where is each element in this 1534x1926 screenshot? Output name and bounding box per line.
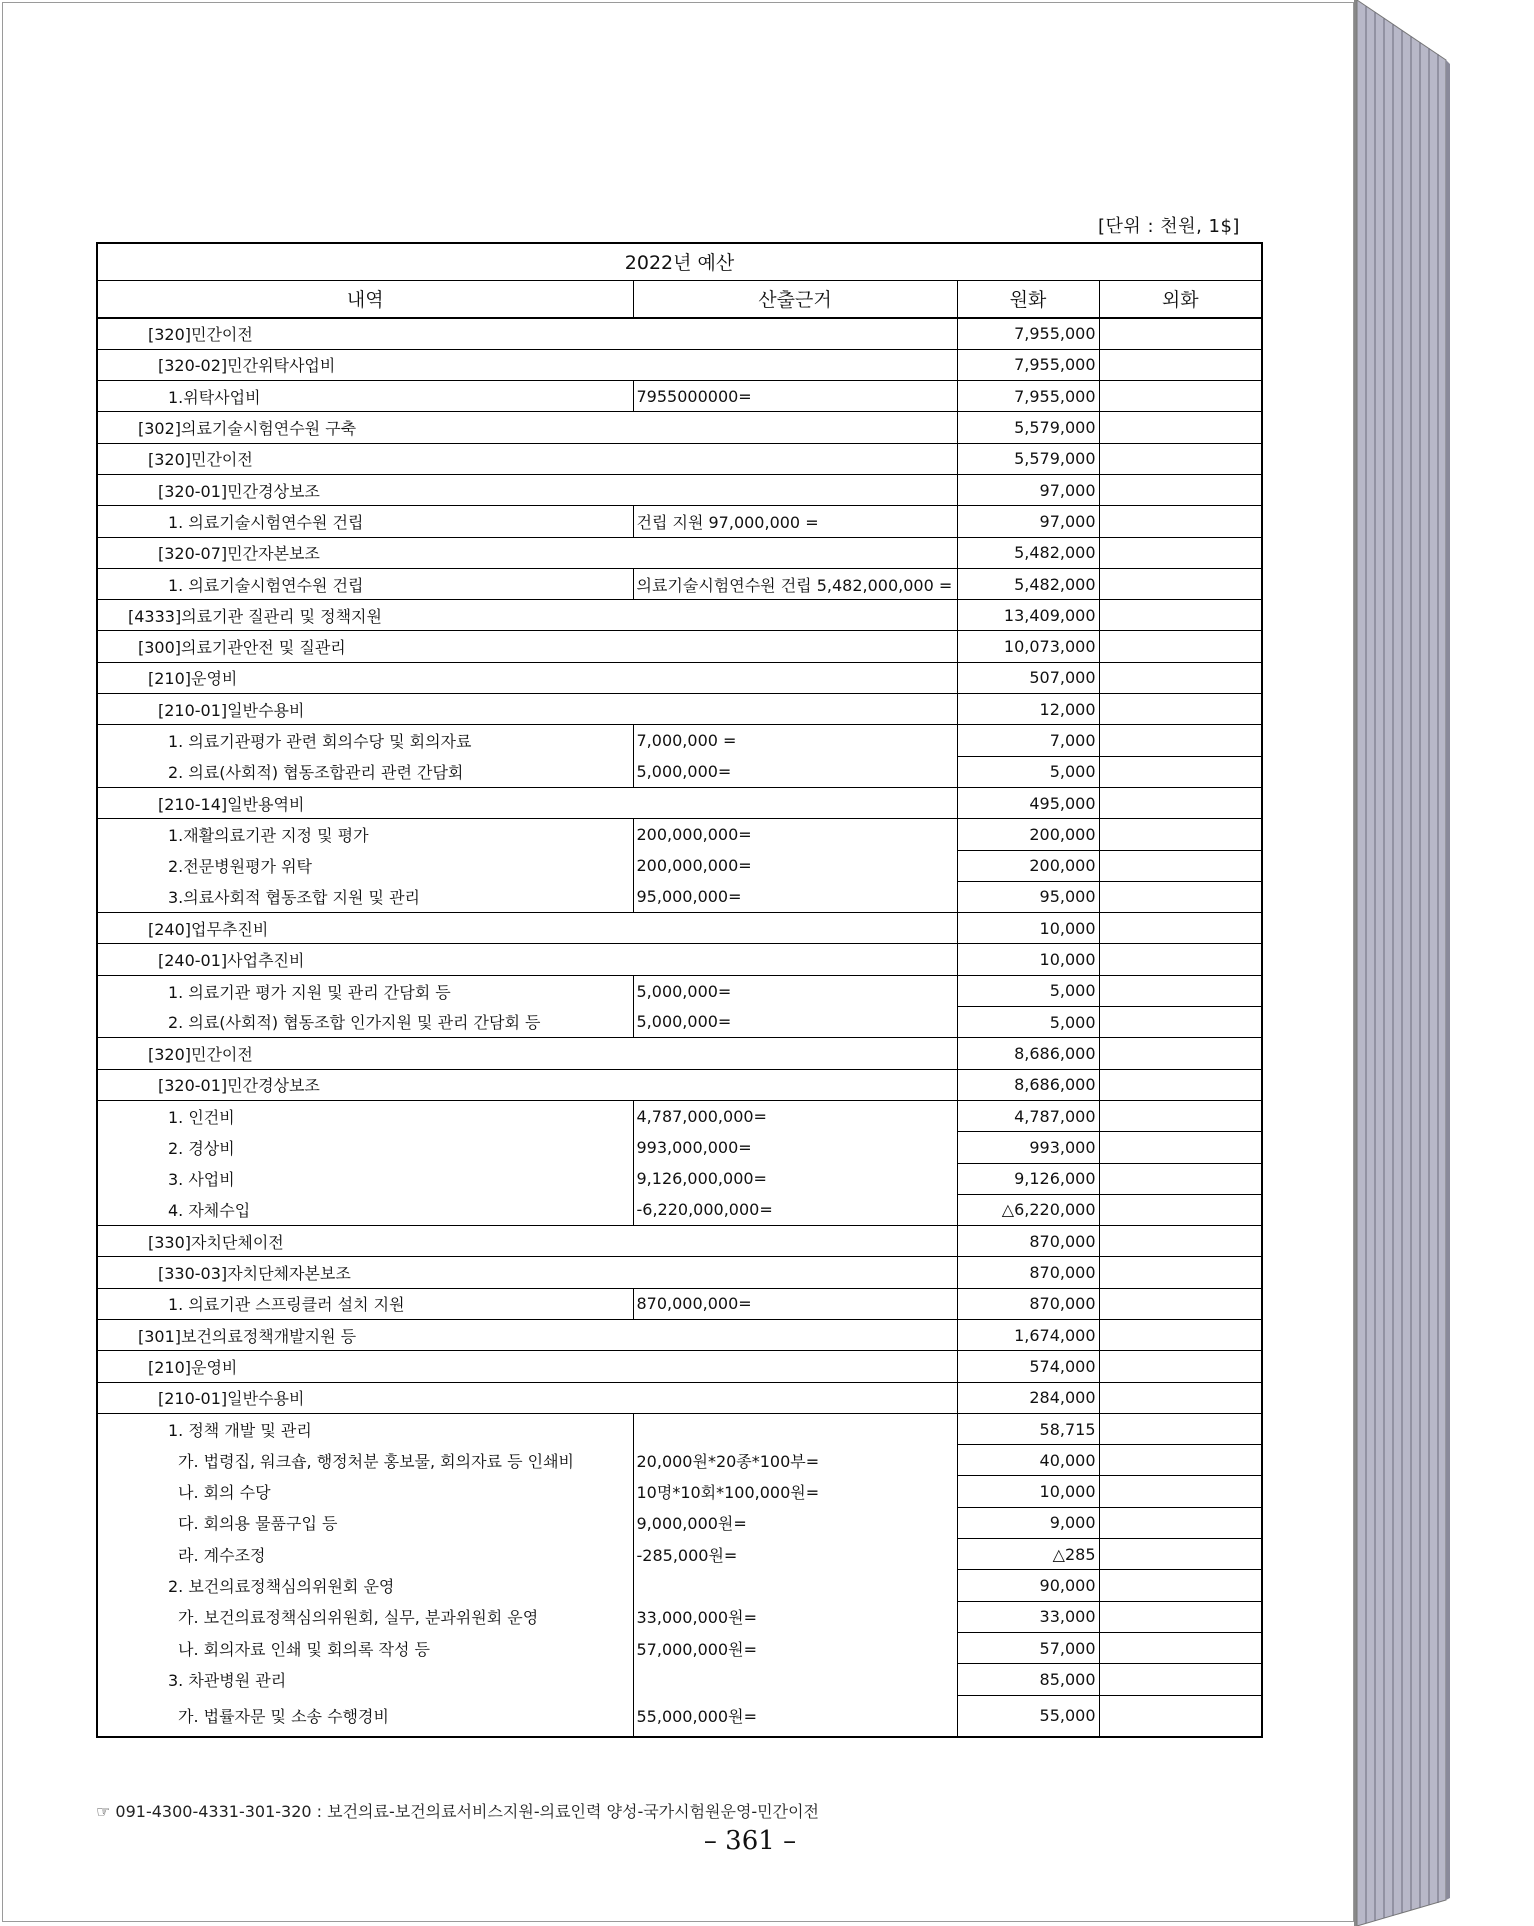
amount-cell: 5,000 xyxy=(957,975,1099,1006)
table-row xyxy=(97,881,1262,912)
amount-cell: 8,686,000 xyxy=(957,1038,1099,1069)
table-row xyxy=(97,1226,1262,1257)
item-cell: 1. 의료기술시험연수원 건립 xyxy=(97,568,633,599)
amount-cell: 57,000 xyxy=(957,1632,1099,1663)
table-row xyxy=(97,1132,1262,1163)
amount-cell: 284,000 xyxy=(957,1382,1099,1413)
header-basis: 산출근거 xyxy=(633,280,957,318)
foreign-cell xyxy=(1099,1413,1262,1444)
table-row xyxy=(97,1632,1262,1663)
foreign-cell xyxy=(1099,1695,1262,1737)
basis-cell: 993,000,000= xyxy=(633,1132,957,1163)
amount-cell: 5,000 xyxy=(957,756,1099,787)
amount-cell: 7,955,000 xyxy=(957,318,1099,349)
foreign-cell xyxy=(1099,913,1262,944)
header-foreign: 외화 xyxy=(1099,280,1262,318)
item-cell: 가. 보건의료정책심의위원회, 실무, 분과위원회 운영 xyxy=(97,1601,633,1632)
amount-cell: 97,000 xyxy=(957,506,1099,537)
table-row xyxy=(97,787,1262,818)
foreign-cell xyxy=(1099,443,1262,474)
amount-cell: 33,000 xyxy=(957,1601,1099,1632)
table-row xyxy=(97,1069,1262,1100)
table-row xyxy=(97,1038,1262,1069)
table-row xyxy=(97,1539,1262,1570)
foreign-cell xyxy=(1099,756,1262,787)
basis-cell: 57,000,000원= xyxy=(633,1632,957,1663)
item-cell: 나. 회의 수당 xyxy=(97,1476,633,1507)
amount-cell: 5,579,000 xyxy=(957,443,1099,474)
amount-cell: 5,000 xyxy=(957,1007,1099,1038)
table-row xyxy=(97,1351,1262,1382)
foreign-cell xyxy=(1099,850,1262,881)
amount-cell: 4,787,000 xyxy=(957,1100,1099,1131)
item-cell: [320-02]민간위탁사업비 xyxy=(97,349,957,380)
item-cell: 가. 법령집, 워크숍, 행정처분 홍보물, 회의자료 등 인쇄비 xyxy=(97,1445,633,1476)
unit-label: [단위 : 천원, 1$] xyxy=(1098,216,1240,237)
foreign-cell xyxy=(1099,1257,1262,1288)
amount-cell: 13,409,000 xyxy=(957,600,1099,631)
table-row xyxy=(97,1476,1262,1507)
foreign-cell xyxy=(1099,1320,1262,1351)
table-row xyxy=(97,1320,1262,1351)
foreign-cell xyxy=(1099,631,1262,662)
amount-cell: 12,000 xyxy=(957,694,1099,725)
table-row xyxy=(97,1664,1262,1695)
basis-cell: 5,000,000= xyxy=(633,756,957,787)
table-row xyxy=(97,537,1262,568)
table-row xyxy=(97,1445,1262,1476)
foreign-cell xyxy=(1099,944,1262,975)
amount-cell: 200,000 xyxy=(957,819,1099,850)
table-row xyxy=(97,631,1262,662)
basis-cell: 95,000,000= xyxy=(633,881,957,912)
foreign-cell xyxy=(1099,568,1262,599)
amount-cell: 10,000 xyxy=(957,913,1099,944)
item-cell: [320-01]민간경상보조 xyxy=(97,474,957,505)
item-cell: [210-01]일반수용비 xyxy=(97,1382,957,1413)
basis-cell: 7,000,000 = xyxy=(633,725,957,756)
amount-cell: 5,579,000 xyxy=(957,412,1099,443)
item-cell: [330]자치단체이전 xyxy=(97,1226,957,1257)
foreign-cell xyxy=(1099,1194,1262,1225)
foreign-cell xyxy=(1099,1476,1262,1507)
foreign-cell xyxy=(1099,381,1262,412)
item-cell: [210-01]일반수용비 xyxy=(97,694,957,725)
foreign-cell xyxy=(1099,694,1262,725)
amount-cell: 5,482,000 xyxy=(957,568,1099,599)
foreign-cell xyxy=(1099,819,1262,850)
table-row xyxy=(97,1695,1262,1737)
foreign-cell xyxy=(1099,474,1262,505)
table-row xyxy=(97,1382,1262,1413)
foreign-cell xyxy=(1099,1351,1262,1382)
amount-cell: 870,000 xyxy=(957,1226,1099,1257)
amount-cell: 58,715 xyxy=(957,1413,1099,1444)
table-row xyxy=(97,756,1262,787)
amount-cell: 9,126,000 xyxy=(957,1163,1099,1194)
table-row xyxy=(97,725,1262,756)
basis-cell: 9,000,000원= xyxy=(633,1507,957,1538)
item-cell: 나. 회의자료 인쇄 및 회의록 작성 등 xyxy=(97,1632,633,1663)
foreign-cell xyxy=(1099,1601,1262,1632)
item-cell: 2.전문병원평가 위탁 xyxy=(97,850,633,881)
table-row xyxy=(97,318,1262,349)
item-cell: 1. 의료기술시험연수원 건립 xyxy=(97,506,633,537)
table-row xyxy=(97,1601,1262,1632)
amount-cell: 200,000 xyxy=(957,850,1099,881)
item-cell: 1.재활의료기관 지정 및 평가 xyxy=(97,819,633,850)
table-header-row xyxy=(97,280,1262,318)
basis-cell: 200,000,000= xyxy=(633,819,957,850)
amount-cell: 993,000 xyxy=(957,1132,1099,1163)
foreign-cell xyxy=(1099,1664,1262,1695)
table-row xyxy=(97,1194,1262,1225)
table-row xyxy=(97,913,1262,944)
amount-cell: 495,000 xyxy=(957,787,1099,818)
basis-cell: 200,000,000= xyxy=(633,850,957,881)
item-cell: 1. 인건비 xyxy=(97,1100,633,1131)
basis-cell: 5,000,000= xyxy=(633,1007,957,1038)
item-cell: [240]업무추진비 xyxy=(97,913,957,944)
amount-cell: 10,000 xyxy=(957,944,1099,975)
item-cell: [210-14]일반용역비 xyxy=(97,787,957,818)
item-cell: 1.위탁사업비 xyxy=(97,381,633,412)
item-cell: [300]의료기관안전 및 질관리 xyxy=(97,631,957,662)
amount-cell: 8,686,000 xyxy=(957,1069,1099,1100)
item-cell: 2. 의료(사회적) 협동조합 인가지원 및 관리 간담회 등 xyxy=(97,1007,633,1038)
basis-cell: -285,000원= xyxy=(633,1539,957,1570)
foreign-cell xyxy=(1099,1038,1262,1069)
amount-cell: 97,000 xyxy=(957,474,1099,505)
foreign-cell xyxy=(1099,1507,1262,1538)
amount-cell: 7,955,000 xyxy=(957,349,1099,380)
amount-cell: 85,000 xyxy=(957,1664,1099,1695)
foreign-cell xyxy=(1099,1539,1262,1570)
item-cell: 다. 회의용 물품구입 등 xyxy=(97,1507,633,1538)
foreign-cell xyxy=(1099,1382,1262,1413)
table-body xyxy=(97,318,1262,1737)
page-number: – 361 – xyxy=(703,1826,797,1856)
foreign-cell xyxy=(1099,1100,1262,1131)
item-cell: 1. 의료기관 평가 지원 및 관리 간담회 등 xyxy=(97,975,633,1006)
foreign-cell xyxy=(1099,349,1262,380)
table-row xyxy=(97,412,1262,443)
basis-cell xyxy=(633,1570,957,1601)
foreign-cell xyxy=(1099,1570,1262,1601)
foreign-cell xyxy=(1099,506,1262,537)
foreign-cell xyxy=(1099,725,1262,756)
amount-cell: 10,073,000 xyxy=(957,631,1099,662)
item-cell: [320]민간이전 xyxy=(97,1038,957,1069)
basis-cell: 건립 지원 97,000,000 = xyxy=(633,506,957,537)
item-cell: [210]운영비 xyxy=(97,662,957,693)
footnote: ☞ 091-4300-4331-301-320 : 보건의료-보건의료서비스지원-의료인력 양성-국가시험원운영-민간이전 xyxy=(96,1802,820,1821)
item-cell: [240-01]사업추진비 xyxy=(97,944,957,975)
foreign-cell xyxy=(1099,662,1262,693)
basis-cell: 5,000,000= xyxy=(633,975,957,1006)
table-row xyxy=(97,975,1262,1006)
basis-cell: -6,220,000,000= xyxy=(633,1194,957,1225)
foreign-cell xyxy=(1099,412,1262,443)
amount-cell: 10,000 xyxy=(957,1476,1099,1507)
header-item: 내역 xyxy=(97,280,633,318)
foreign-cell xyxy=(1099,1007,1262,1038)
item-cell: [301]보건의료정책개발지원 등 xyxy=(97,1320,957,1351)
item-cell: 3. 사업비 xyxy=(97,1163,633,1194)
item-cell: [4333]의료기관 질관리 및 정책지원 xyxy=(97,600,957,631)
item-cell: 3.의료사회적 협동조합 지원 및 관리 xyxy=(97,881,633,912)
item-cell: [210]운영비 xyxy=(97,1351,957,1382)
basis-cell: 33,000,000원= xyxy=(633,1601,957,1632)
basis-cell: 20,000원*20종*100부= xyxy=(633,1445,957,1476)
item-cell: 2. 의료(사회적) 협동조합관리 관련 간담회 xyxy=(97,756,633,787)
table-row xyxy=(97,944,1262,975)
basis-cell: 9,126,000,000= xyxy=(633,1163,957,1194)
table-row xyxy=(97,381,1262,412)
table-row xyxy=(97,474,1262,505)
item-cell: [320-07]민간자본보조 xyxy=(97,537,957,568)
basis-cell: 55,000,000원= xyxy=(633,1695,957,1737)
amount-cell: 870,000 xyxy=(957,1257,1099,1288)
amount-cell: 1,674,000 xyxy=(957,1320,1099,1351)
item-cell: 1. 정책 개발 및 관리 xyxy=(97,1413,633,1444)
foreign-cell xyxy=(1099,537,1262,568)
table-row xyxy=(97,1007,1262,1038)
basis-cell: 의료기술시험연수원 건립 5,482,000,000 = xyxy=(633,568,957,599)
foreign-cell xyxy=(1099,975,1262,1006)
amount-cell: 95,000 xyxy=(957,881,1099,912)
amount-cell: 7,000 xyxy=(957,725,1099,756)
amount-cell: 9,000 xyxy=(957,1507,1099,1538)
header-krw: 원화 xyxy=(957,280,1099,318)
table-row xyxy=(97,1100,1262,1131)
table-row xyxy=(97,850,1262,881)
amount-cell: 55,000 xyxy=(957,1695,1099,1737)
item-cell: [330-03]자치단체자본보조 xyxy=(97,1257,957,1288)
item-cell: 4. 자체수입 xyxy=(97,1194,633,1225)
foreign-cell xyxy=(1099,1288,1262,1319)
amount-cell: 90,000 xyxy=(957,1570,1099,1601)
foreign-cell xyxy=(1099,1069,1262,1100)
amount-cell: 870,000 xyxy=(957,1288,1099,1319)
item-cell: 가. 법률자문 및 소송 수행경비 xyxy=(97,1695,633,1737)
table-row xyxy=(97,600,1262,631)
item-cell: [302]의료기술시험연수원 구축 xyxy=(97,412,957,443)
item-cell: 1. 의료기관 스프링클러 설치 지원 xyxy=(97,1288,633,1319)
item-cell: 1. 의료기관평가 관련 회의수당 및 회의자료 xyxy=(97,725,633,756)
amount-cell: △285 xyxy=(957,1539,1099,1570)
table-row xyxy=(97,694,1262,725)
table-row xyxy=(97,568,1262,599)
table-row xyxy=(97,1507,1262,1538)
basis-cell xyxy=(633,1664,957,1695)
page-stack-edges xyxy=(1354,0,1534,1926)
foreign-cell xyxy=(1099,787,1262,818)
amount-cell: 40,000 xyxy=(957,1445,1099,1476)
budget-table xyxy=(96,242,1263,1738)
foreign-cell xyxy=(1099,600,1262,631)
item-cell: [320-01]민간경상보조 xyxy=(97,1069,957,1100)
amount-cell: 574,000 xyxy=(957,1351,1099,1382)
basis-cell xyxy=(633,1413,957,1444)
table-title-row xyxy=(97,243,1262,280)
table-row xyxy=(97,443,1262,474)
table-title: 2022년 예산 xyxy=(97,243,1262,280)
foreign-cell xyxy=(1099,1132,1262,1163)
table-row xyxy=(97,1570,1262,1601)
foreign-cell xyxy=(1099,1163,1262,1194)
foreign-cell xyxy=(1099,318,1262,349)
amount-cell: 5,482,000 xyxy=(957,537,1099,568)
basis-cell: 4,787,000,000= xyxy=(633,1100,957,1131)
amount-cell: △6,220,000 xyxy=(957,1194,1099,1225)
table-row xyxy=(97,1413,1262,1444)
item-cell: 3. 차관병원 관리 xyxy=(97,1664,633,1695)
item-cell: [320]민간이전 xyxy=(97,443,957,474)
table-row xyxy=(97,1257,1262,1288)
table-row xyxy=(97,1288,1262,1319)
item-cell: [320]민간이전 xyxy=(97,318,957,349)
foreign-cell xyxy=(1099,1445,1262,1476)
table-row xyxy=(97,1163,1262,1194)
basis-cell: 7955000000= xyxy=(633,381,957,412)
item-cell: 2. 보건의료정책심의위원회 운영 xyxy=(97,1570,633,1601)
table-row xyxy=(97,819,1262,850)
table-row xyxy=(97,349,1262,380)
item-cell: 라. 계수조정 xyxy=(97,1539,633,1570)
item-cell: 2. 경상비 xyxy=(97,1132,633,1163)
foreign-cell xyxy=(1099,881,1262,912)
table-row xyxy=(97,662,1262,693)
basis-cell: 870,000,000= xyxy=(633,1288,957,1319)
foreign-cell xyxy=(1099,1632,1262,1663)
foreign-cell xyxy=(1099,1226,1262,1257)
amount-cell: 507,000 xyxy=(957,662,1099,693)
table-row xyxy=(97,506,1262,537)
basis-cell: 10명*10회*100,000원= xyxy=(633,1476,957,1507)
amount-cell: 7,955,000 xyxy=(957,381,1099,412)
